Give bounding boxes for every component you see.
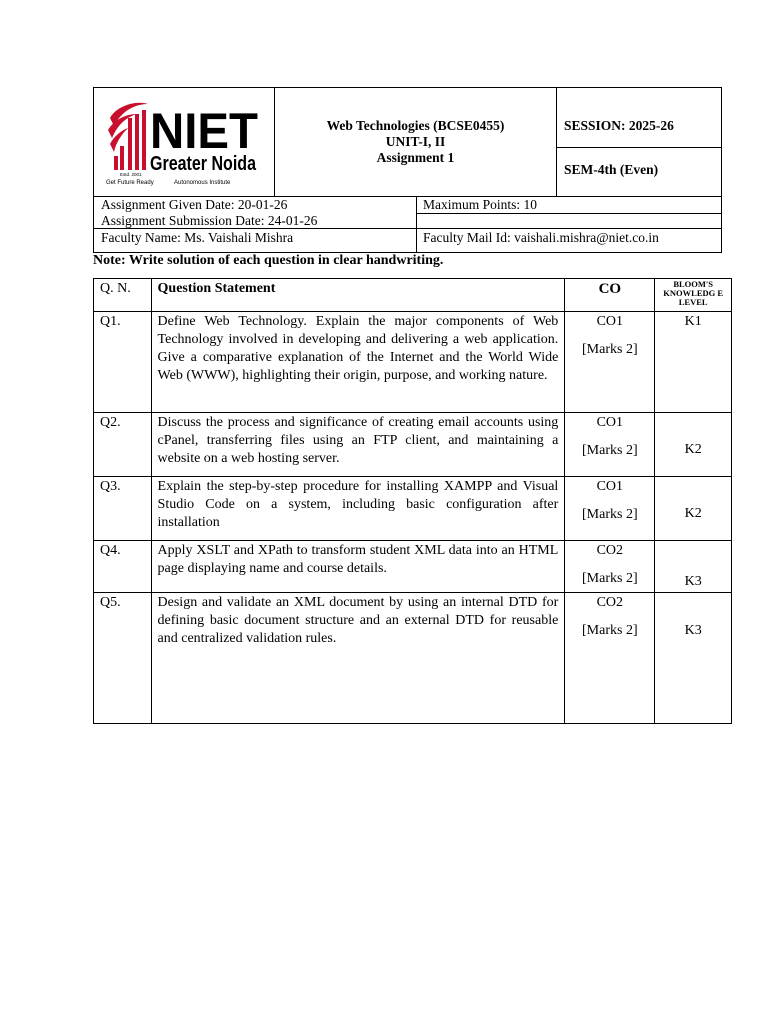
marks: [Marks 2] <box>582 443 638 458</box>
question-statement: Discuss the process and significance of creating email accounts using cPanel, transferring files using an FTP client, and maintaining a website on a web hosting server. <box>151 413 565 477</box>
co-cell <box>565 312 655 413</box>
logo-place: Greater Noida <box>150 153 257 175</box>
question-number: Q1. <box>94 312 152 413</box>
bloom-cell <box>655 593 732 724</box>
divider <box>416 197 417 252</box>
course-title: Web Technologies (BCSE0455) <box>326 118 505 133</box>
table-row <box>94 312 732 413</box>
co-code: CO1 <box>596 314 624 329</box>
co-code: CO1 <box>596 415 624 430</box>
table-header-row <box>94 279 732 312</box>
bloom-level: K1 <box>684 314 702 329</box>
unit-label: UNIT-I, II <box>385 134 446 149</box>
table-row <box>94 593 732 724</box>
divider <box>416 213 721 214</box>
header-bloom: BLOOM'S KNOWLEDG E LEVEL <box>655 279 732 312</box>
co-code: CO1 <box>596 479 624 494</box>
emblem-icon <box>108 103 148 170</box>
question-number: Q5. <box>94 593 152 724</box>
session-cell <box>557 88 721 148</box>
bloom-level: K3 <box>684 574 702 589</box>
table-row <box>94 477 732 541</box>
instruction-note: Note: Write solution of each question in clear handwriting. <box>93 253 444 268</box>
co-code: CO2 <box>596 543 624 558</box>
header-qn: Q. N. <box>94 279 152 312</box>
marks: [Marks 2] <box>582 571 638 586</box>
submission-date: Assignment Submission Date: 24-01-26 <box>101 213 318 228</box>
divider <box>94 228 721 229</box>
bloom-cell <box>655 413 732 477</box>
logo-cell <box>94 88 275 196</box>
question-table <box>93 278 732 724</box>
header-co: CO <box>565 279 655 312</box>
table-row <box>94 541 732 593</box>
co-cell <box>565 413 655 477</box>
marks: [Marks 2] <box>582 342 638 357</box>
faculty-name: Faculty Name: Ms. Vaishali Mishra <box>101 230 294 245</box>
max-points: Maximum Points: 10 <box>423 197 538 212</box>
niet-logo <box>106 96 264 190</box>
logo-tagline: Get Future Ready <box>106 180 154 186</box>
question-number: Q2. <box>94 413 152 477</box>
document-header <box>93 87 722 197</box>
question-number: Q3. <box>94 477 152 541</box>
title-cell <box>275 88 557 196</box>
question-statement: Design and validate an XML document by using an internal DTD for defining basic document structure and an external DTD for reusable and centralized validation rules. <box>151 593 565 724</box>
bloom-level: K3 <box>684 623 702 638</box>
question-statement: Define Web Technology. Explain the major components of Web Technology involved in developing and delivering a web application. Give a comparative explanation of the Internet and the World Wide Web (WWW), highlighting their origin, purpose, and working nature. <box>151 312 565 413</box>
bloom-cell <box>655 312 732 413</box>
co-code: CO2 <box>596 595 624 610</box>
logo-est: Estd. 2001 <box>120 172 142 177</box>
co-cell <box>565 477 655 541</box>
co-cell <box>565 541 655 593</box>
assignment-info <box>93 196 722 253</box>
question-number: Q4. <box>94 541 152 593</box>
logo-brand: NIET <box>150 103 258 159</box>
marks: [Marks 2] <box>582 507 638 522</box>
assignment-label: Assignment 1 <box>376 150 455 165</box>
semester-label: SEM-4th (Even) <box>564 162 659 177</box>
bloom-level: K2 <box>684 506 702 521</box>
semester-cell <box>557 148 721 196</box>
marks: [Marks 2] <box>582 623 638 638</box>
question-statement: Explain the step-by-step procedure for installing XAMPP and Visual Studio Code on a system, including basic configuration after installation <box>151 477 565 541</box>
bloom-cell <box>655 477 732 541</box>
session-label: SESSION: 2025-26 <box>564 118 674 133</box>
co-cell <box>565 593 655 724</box>
bloom-cell <box>655 541 732 593</box>
table-row <box>94 413 732 477</box>
question-statement: Apply XSLT and XPath to transform student XML data into an HTML page displaying name and course details. <box>151 541 565 593</box>
given-date: Assignment Given Date: 20-01-26 <box>101 197 288 212</box>
bloom-level: K2 <box>684 442 702 457</box>
faculty-mail: Faculty Mail Id: vaishali.mishra@niet.co.in <box>423 230 659 245</box>
header-statement: Question Statement <box>151 279 565 312</box>
logo-status: Autonomous Institute <box>174 180 231 186</box>
